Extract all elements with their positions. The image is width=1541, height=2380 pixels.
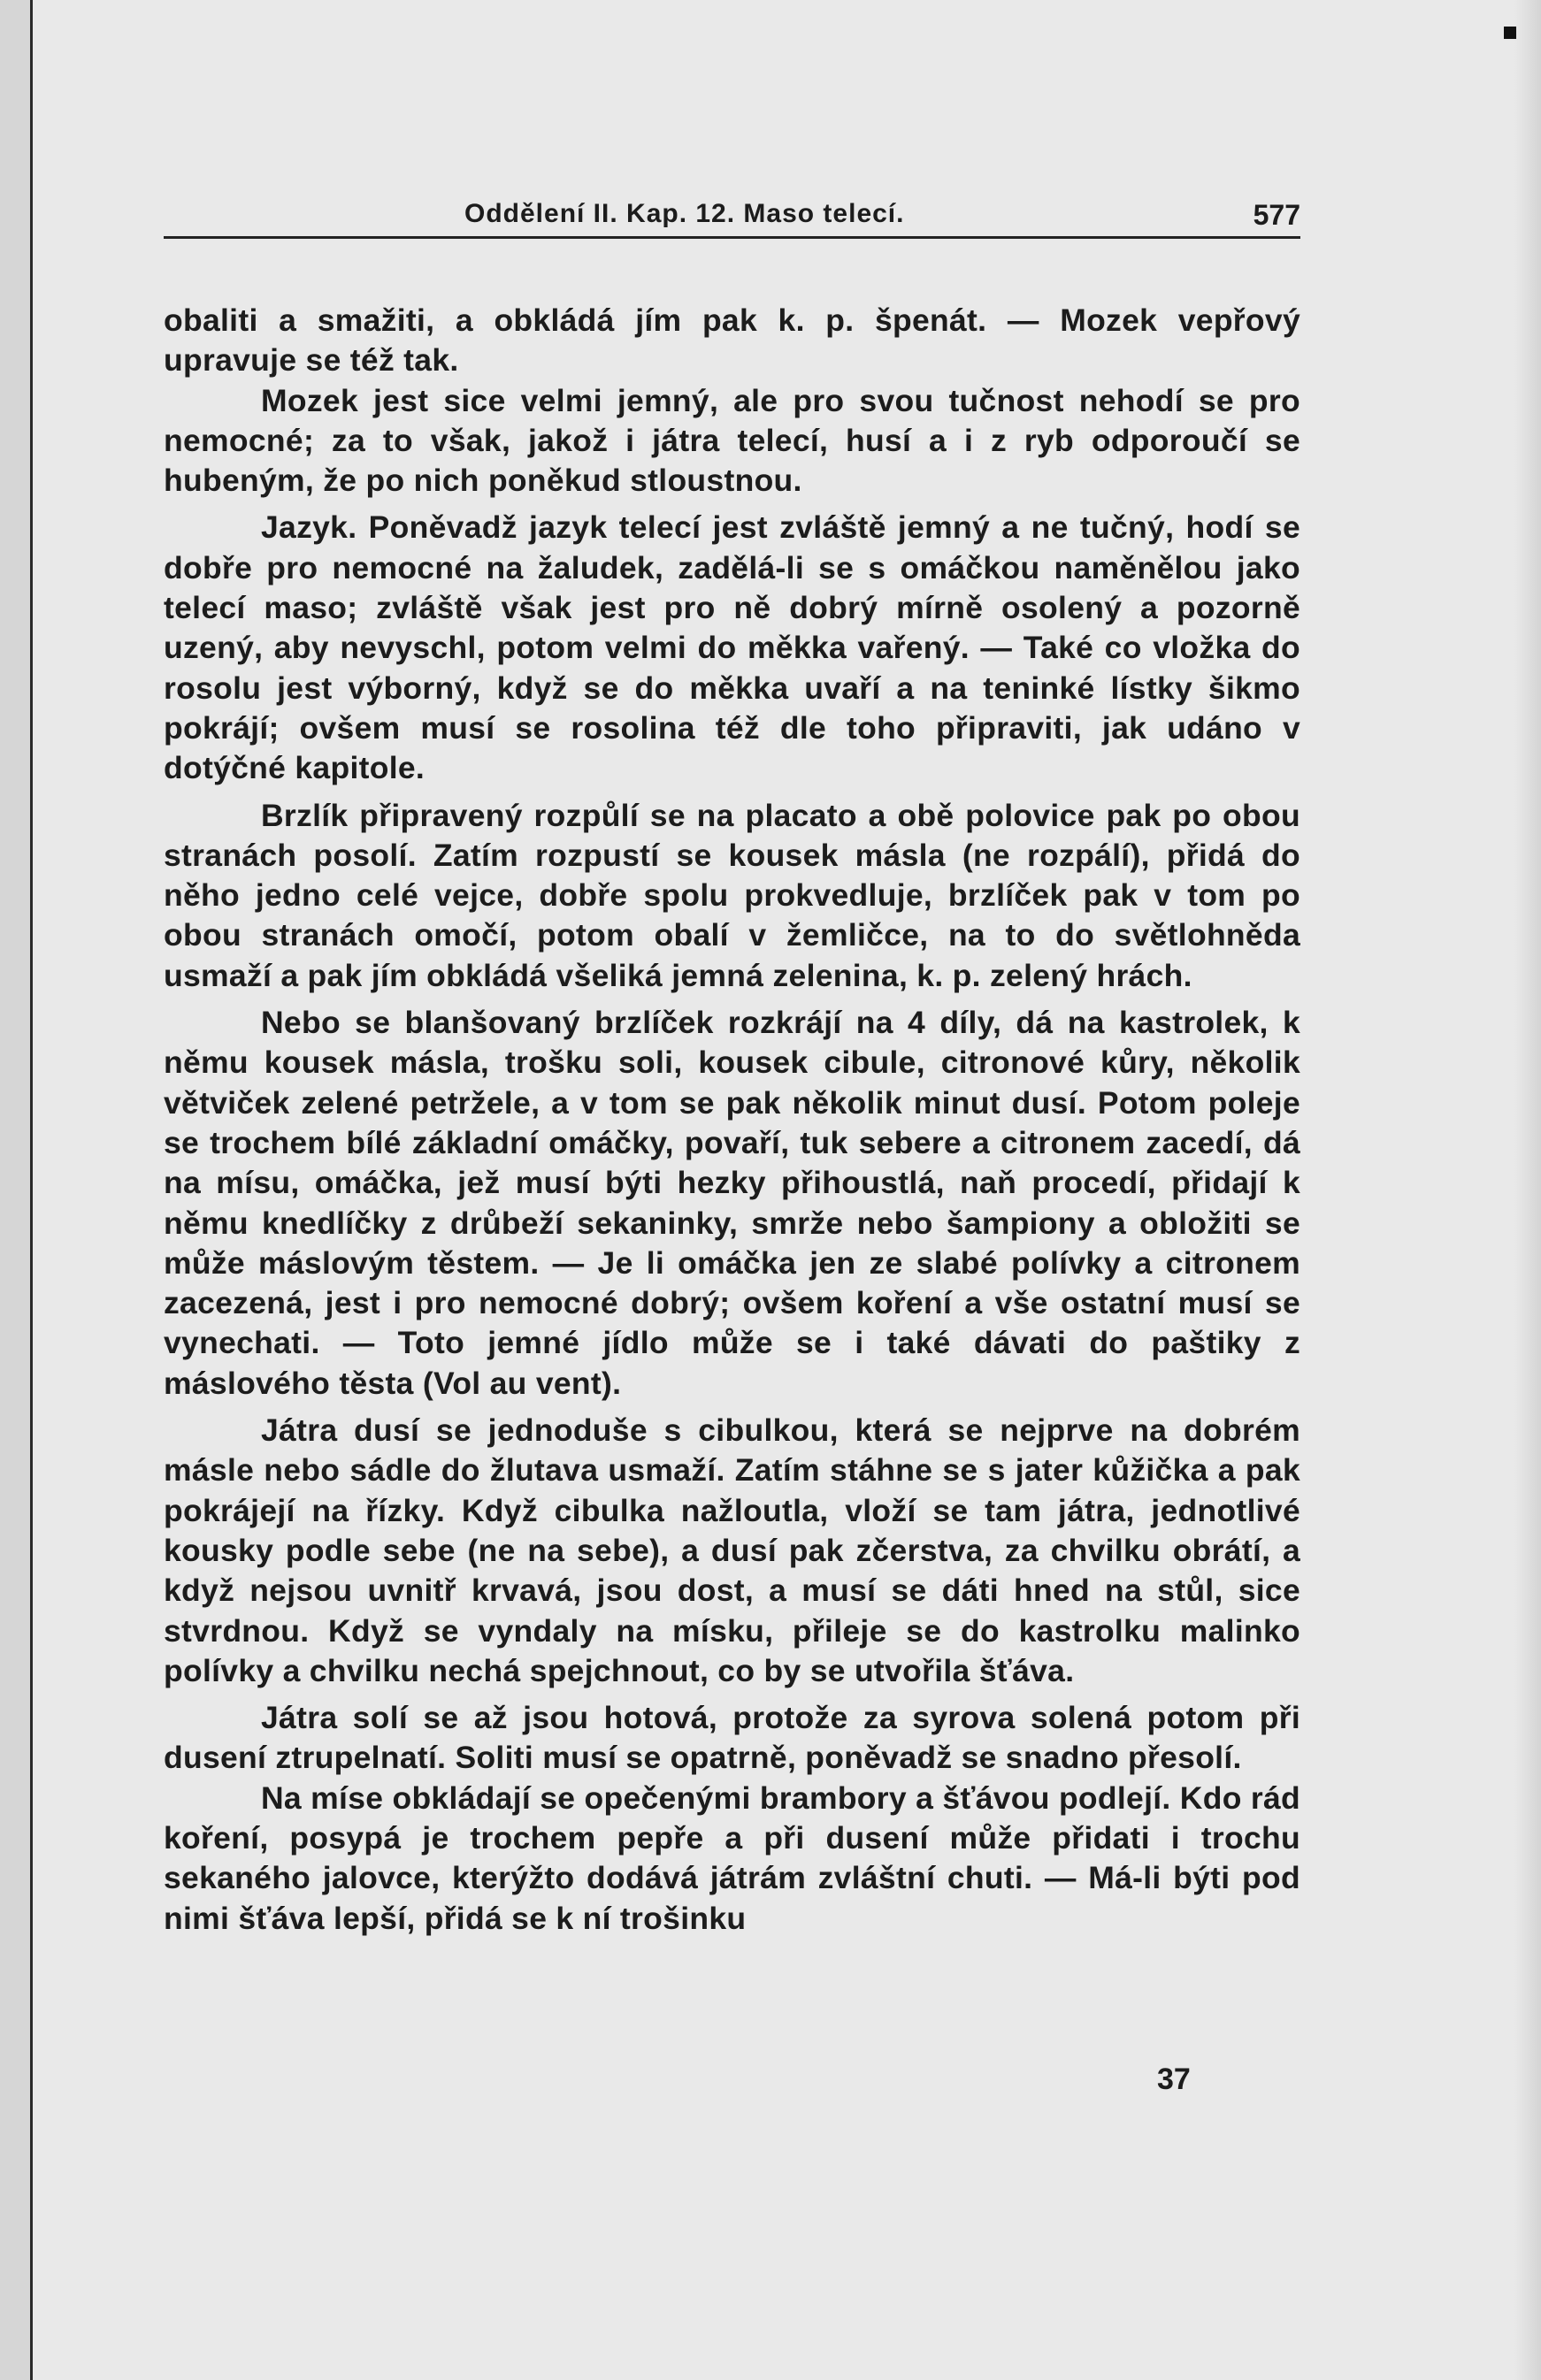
paragraph-mozek: Mozek jest sice velmi jemný, ale pro svou tučnost nehodí se pro nemocné; za to však, jakož i játra telecí, husí a i z ryb odporoučí se hubeným, že po nich poněkud stloustnou. [164, 382, 1300, 499]
running-title: Oddělení II. Kap. 12. Maso telecí. [464, 199, 905, 228]
paragraph-brzlik: Brzlík připravený rozpůlí se na placato a obě polovice pak po obou stranách posolí. Zatím rozpustí se kousek másla (ne rozpálí), přidá do něho jedno celé vejce, dobře spolu prokvedluje, brzlíček pak v tom po obou stranách omočí, potom obalí v žemličce, na to do světlohněda usmaží a pak jím obkládá všeliká jemná zelenina, k. p. zelený hrách. [164, 797, 1300, 993]
paragraph-continuation: obaliti a smažiti, a obkládá jím pak k. p. špenát. — Mozek vepřový upravuje se též tak. [164, 302, 1300, 379]
paragraph-nebo: Nebo se blanšovaný brzlíček rozkrájí na 4 díly, dá na kastrolek, k němu kousek másla, trošku soli, kousek cibule, citronové kůry, několik větviček zelené petržele, a v tom se pak několik minut dusí. Potom poleje se trochem bílé základní omáčky, povaří, tuk sebere a citronem zacedí, dá na mísu, omáčka, jež musí býti hezky přihoustlá, naň procedí, přidají k němu knedlíčky z drůbeží sekaninky, smrže nebo šampiony a obložiti se může máslovým těstem. — Je li omáčka jen ze slabé polívky a citronem zacezená, jest i pro nemocné dobrý; ovšem koření a vše ostatní musí se vynechati. — Toto jemné jídlo může se i také dávati do paštiky z máslového těsta (Vol au vent). [164, 1005, 1300, 1401]
page-number: 577 [1253, 199, 1300, 231]
page-right-shadow [1514, 0, 1541, 2380]
paragraph-na-mise: Na míse obkládají se opečenými brambory a šťávou podlejí. Kdo rád koření, posypá je trochem pepře a při dusení může přidati i trochu sekaného jalovce, kterýžto dodává játrám zvláštní chuti. — Má-li býti pod nimi šťáva lepší, přidá se k ní trošinku [164, 1779, 1300, 1936]
book-page [164, 190, 1300, 1939]
paragraph-jatra: Játra dusí se jednoduše s cibulkou, která se nejprve na dobrém másle nebo sádle do žlutava usmaží. Zatím stáhne se s jater kůžička a pak pokrájejí na řízky. Když cibulka nažloutla, vloží se tam játra, jednotlivé kousky podle sebe (ne na sebe), a dusí pak zčerstva, za chvilku obrátí, a když nejsou uvnitř krvavá, jsou dost, a musí se dáti hned na stůl, sice stvrdnou. Když se vyndaly na mísku, přileje se do kastrolku malinko polívky a chvilku nechá spejchnout, co by se utvořila šťáva. [164, 1412, 1300, 1688]
page-gutter-edge [0, 0, 33, 2380]
signature-mark: 37 [1157, 2062, 1191, 2096]
body-text [164, 301, 1300, 1939]
paragraph-jatra-soli: Játra solí se až jsou hotová, protože za syrova solená potom při dusení ztrupelnatí. Soliti musí se opatrně, poněvadž se snadno přesolí. [164, 1700, 1300, 1776]
page-header [164, 190, 1300, 239]
scan-corner-mark [1504, 27, 1516, 39]
paragraph-jazyk: Jazyk. Poněvadž jazyk telecí jest zvláště jemný a ne tučný, hodí se dobře pro nemocné na žaludek, zadělá-li se s omáčkou naměnělou jako telecí maso; zvláště však jest pro ně dobrý mírně osolený a pozorně uzený, aby nevyschl, potom velmi do měkka vařený. — Také co vložka do rosolu jest výborný, když se do měkka uvaří a na teninké lístky šikmo pokrájí; ovšem musí se rosolina též dle toho připraviti, jak udáno v dotýčné kapitole. [164, 509, 1300, 786]
